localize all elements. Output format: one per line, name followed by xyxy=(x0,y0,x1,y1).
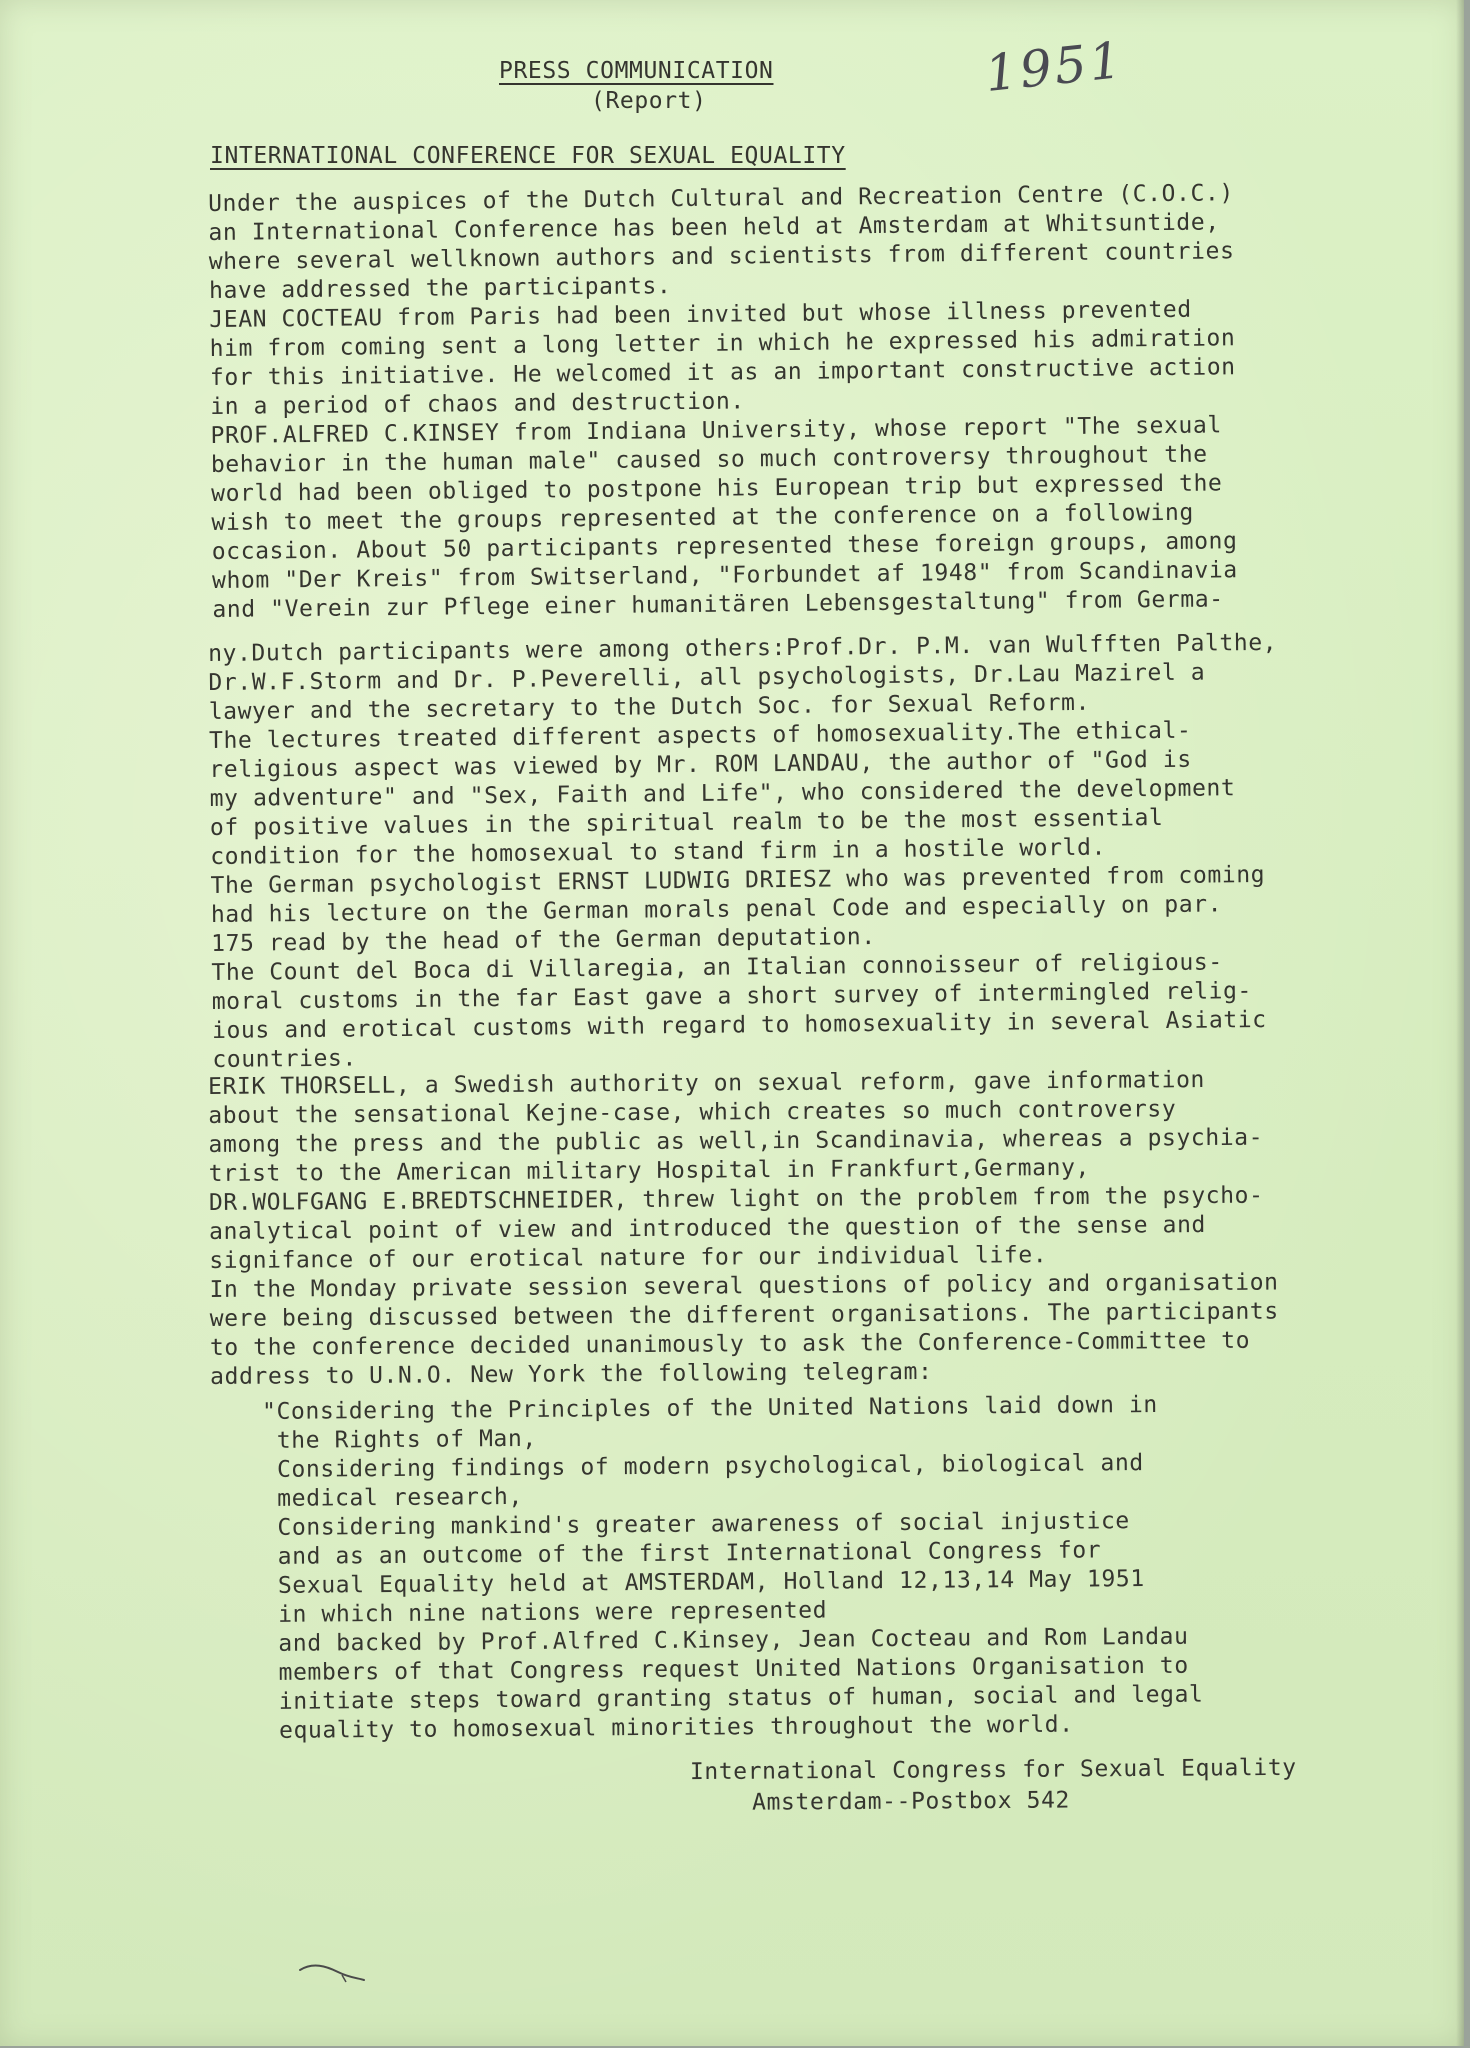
text-line: behavior in the human male" caused so much controversy throughout the xyxy=(210,441,1208,478)
text-line: members of that Congress request United Nations Organisation to xyxy=(264,1652,1189,1686)
text-line: world had been obliged to postpone his European trip but expressed the xyxy=(211,470,1223,507)
text-line: medical research, xyxy=(262,1483,523,1512)
text-line: ERIK THORSELL, a Swedish authority on sexual reform, gave information xyxy=(208,1067,1206,1100)
text-line: wish to meet the groups represented at the conference on a following xyxy=(211,499,1194,536)
report-paragraph-participants xyxy=(208,628,1372,1075)
text-line: Considering findings of modern psychological, biological and xyxy=(262,1450,1144,1483)
text-line: equality to homosexual minorities throughout the world. xyxy=(264,1711,1074,1744)
handwritten-year: 1951 xyxy=(982,30,1127,104)
report-paragraph-sessions xyxy=(208,1065,1370,1392)
text-line: The German psychologist ERNST LUDWIG DRIESZ who was prevented from coming xyxy=(210,861,1266,899)
text-line: and backed by Prof.Alfred C.Kinsey, Jean Cocteau and Rom Landau xyxy=(263,1623,1189,1657)
text-line: were being discussed between the different organisations. The participants xyxy=(209,1298,1279,1332)
text-line: ny.Dutch participants were among others:Prof.Dr. P.M. van Wulfften Palthe, xyxy=(208,629,1278,667)
signature-address: Amsterdam--Postbox 542 xyxy=(752,1787,1071,1816)
text-line: PROF.ALFRED C.KINSEY from Indiana University, whose report "The sexual xyxy=(210,412,1222,449)
text-line: an International Conference has been held at Amsterdam at Whitsuntide, xyxy=(208,209,1220,246)
text-line: him from coming sent a long letter in which he expressed his admiration xyxy=(209,325,1236,362)
text-line: The lectures treated different aspects of homosexuality.The ethical- xyxy=(208,717,1192,754)
text-line: address to U.N.O. New York the following telegram: xyxy=(210,1358,933,1390)
text-line: countries. xyxy=(212,1045,358,1073)
text-line: in a period of chaos and destruction. xyxy=(210,388,745,420)
text-line: 175 read by the head of the German deputation. xyxy=(211,924,876,957)
text-line: DR.WOLFGANG E.BREDTSCHNEIDER, threw light on the problem from the psycho- xyxy=(208,1182,1264,1216)
text-line: religious aspect was viewed by Mr. ROM LANDAU, the author of "God is xyxy=(209,746,1192,783)
text-line: signifance of our erotical nature for our individual life. xyxy=(209,1242,1048,1274)
text-line: initiate steps toward granting status of human, social and legal xyxy=(264,1681,1204,1715)
document-title: PRESS COMMUNICATION xyxy=(499,58,774,84)
conference-heading: INTERNATIONAL CONFERENCE FOR SEXUAL EQUALITY xyxy=(210,143,846,169)
report-paragraph-intro xyxy=(208,178,1372,625)
text-line: the Rights of Man, xyxy=(262,1425,537,1454)
text-line: my adventure" and "Sex, Faith and Life", who considered the development xyxy=(209,775,1236,812)
text-line: and as an outcome of the first International Congress for xyxy=(263,1537,1102,1570)
telegram-quote xyxy=(262,1389,1425,1746)
text-line: Considering mankind's greater awareness of social injustice xyxy=(262,1508,1130,1541)
text-line: analytical point of view and introduced the question of the sense and xyxy=(209,1212,1207,1245)
text-line: for this initiative. He welcomed it as an important constructive action xyxy=(209,354,1236,391)
signature-block xyxy=(690,1753,1297,1819)
document-subtitle: (Report) xyxy=(591,88,707,114)
text-line: where several wellknown authors and scientists from different countries xyxy=(208,238,1235,275)
text-line: in which nine nations were represented xyxy=(263,1597,828,1628)
text-line: In the Monday private session several questions of policy and organisation xyxy=(209,1269,1279,1303)
text-line: to the conference decided unanimously to ask the Conference-Committee to xyxy=(209,1327,1251,1361)
text-line: "Considering the Principles of the United Nations laid down in xyxy=(262,1391,1158,1425)
text-line: ious and erotical customs with regard to homosexuality in several Asiatic xyxy=(211,1006,1267,1044)
text-line: trist to the American military Hospital in Frankfurt,Germany, xyxy=(208,1154,1091,1187)
text-line: have addressed the participants. xyxy=(208,273,672,304)
text-line: moral customs in the far East gave a short survey of intermingled relig- xyxy=(211,978,1253,1015)
text-line: JEAN COCTEAU from Paris had been invited but whose illness prevented xyxy=(209,296,1192,333)
text-line: among the press and the public as well,in Scandinavia, whereas a psychia- xyxy=(208,1124,1264,1158)
text-line: of positive values in the spiritual realm to be the most essential xyxy=(209,805,1164,841)
text-line: Under the auspices of the Dutch Cultural and Recreation Centre (C.O.C.) xyxy=(208,180,1234,217)
text-line: whom "Der Kreis" from Switserland, "Forbundet af 1948" from Scandinavia xyxy=(211,557,1238,594)
text-line: lawyer and the secretary to the Dutch Soc. for Sexual Reform. xyxy=(208,689,1091,725)
signature-organisation: International Congress for Sexual Equality xyxy=(689,1754,1297,1786)
pen-mark-icon xyxy=(298,1958,368,1998)
text-line: occasion. About 50 participants represented these foreign groups, among xyxy=(211,528,1238,565)
text-line: and "Verein zur Pflege einer humanitären Lebensgestaltung" from Germa- xyxy=(212,586,1224,623)
text-line: The Count del Boca di Villaregia, an Italian connoisseur of religious- xyxy=(211,949,1223,986)
text-line: about the sensational Kejne-case, which creates so much controversy xyxy=(208,1096,1177,1129)
text-line: Dr.W.F.Storm and Dr. P.Peverelli, all psychologists, Dr.Lau Mazirel a xyxy=(208,659,1206,696)
text-line: had his lecture on the German morals penal Code and especially on par. xyxy=(210,891,1223,928)
text-line: Sexual Equality held at AMSTERDAM, Holland 12,13,14 May 1951 xyxy=(263,1566,1145,1599)
text-line: condition for the homosexual to stand firm in a hostile world. xyxy=(210,834,1107,870)
